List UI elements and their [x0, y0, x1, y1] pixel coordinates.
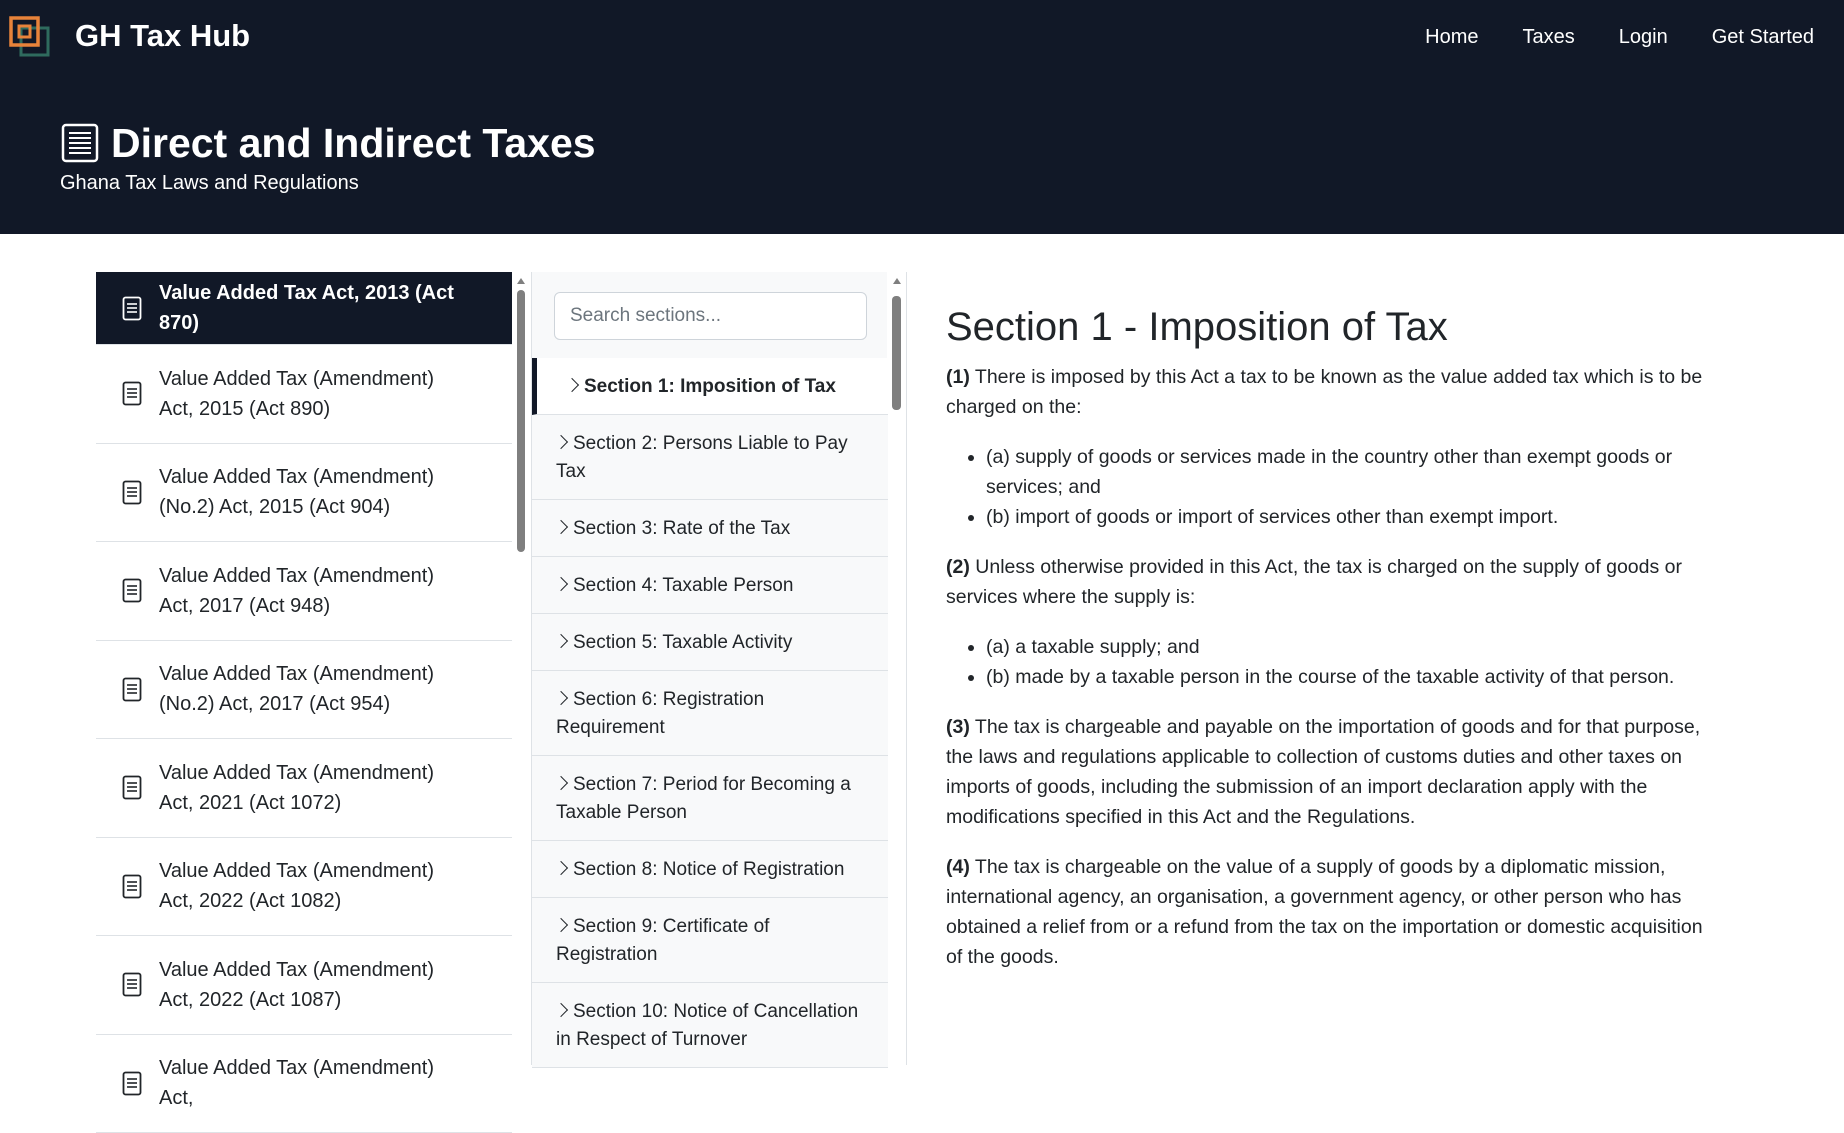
- nav-links: [1425, 26, 1814, 49]
- section-list-item[interactable]: [532, 983, 888, 1068]
- section-list-item[interactable]: [532, 898, 888, 983]
- chevron-right-icon: [554, 577, 568, 591]
- nav-get-started-link[interactable]: Get Started: [1712, 26, 1814, 49]
- section-list-item[interactable]: [532, 756, 888, 841]
- search-sections-input[interactable]: [554, 292, 867, 340]
- page-subtitle: Ghana Tax Laws and Regulations: [60, 172, 359, 195]
- section-list-item[interactable]: [532, 671, 888, 756]
- paragraph-text: The tax is chargeable on the value of a supply of goods by a diplomatic mission, international agency, an organisation, a government agency, or other person who has obtained a relief from or a refund from the tax on the importation or domestic acquisition of the goods.: [946, 856, 1703, 968]
- chevron-right-icon: [554, 776, 568, 790]
- act-list-item[interactable]: [96, 1035, 512, 1133]
- paragraph-2: [946, 552, 1716, 612]
- paragraph-number: (4): [946, 856, 970, 878]
- chevron-right-icon: [554, 918, 568, 932]
- section-label: Section 2: Persons Liable to Pay Tax: [556, 433, 848, 482]
- brand-name[interactable]: GH Tax Hub: [75, 18, 250, 54]
- paragraph-2-list: [986, 632, 1716, 692]
- act-label: Value Added Tax (Amendment) (No.2) Act, 2015 (Act 904): [159, 462, 472, 522]
- act-list-item[interactable]: [96, 345, 512, 444]
- section-label: Section 6: Registration Requirement: [556, 689, 764, 738]
- page-title: Direct and Indirect Taxes: [111, 120, 596, 167]
- paragraph-text: There is imposed by this Act a tax to be known as the value added tax which is to be charged on the:: [946, 366, 1702, 418]
- paragraph-number: (3): [946, 716, 970, 738]
- chevron-right-icon: [554, 1003, 568, 1017]
- document-icon: [122, 480, 142, 505]
- sections-scrollbar[interactable]: [889, 272, 905, 1065]
- paragraph-text: The tax is chargeable and payable on the importation of goods and for that purpose, the laws and regulations applicable to collection of customs duties and other taxes on imports of goods, including the submission of an import declaration apply with the modifications specified in this Act and the Regulations.: [946, 716, 1700, 828]
- section-content: [946, 305, 1716, 992]
- document-icon: [122, 578, 142, 603]
- document-icon: [122, 296, 142, 321]
- navbar: [0, 0, 1844, 78]
- document-icon: [122, 1071, 142, 1096]
- act-label: Value Added Tax (Amendment) Act, 2022 (Act 1082): [159, 856, 472, 916]
- nav-home-link[interactable]: Home: [1425, 26, 1478, 49]
- nav-taxes-link[interactable]: Taxes: [1523, 26, 1575, 49]
- scrollbar-thumb[interactable]: [517, 290, 525, 552]
- section-list-item[interactable]: [532, 415, 888, 500]
- act-list-item[interactable]: [96, 739, 512, 838]
- section-label: Section 4: Taxable Person: [573, 575, 793, 596]
- act-list-item[interactable]: [96, 838, 512, 937]
- chevron-right-icon: [554, 861, 568, 875]
- list-item: • (a) a taxable supply; and: [986, 632, 1716, 662]
- section-list-item[interactable]: [532, 614, 888, 671]
- paragraph-text: Unless otherwise provided in this Act, the tax is charged on the supply of goods or services where the supply is:: [946, 556, 1682, 608]
- sections-list: [532, 358, 888, 1068]
- scroll-up-arrow-icon[interactable]: [893, 278, 901, 284]
- chevron-right-icon: [554, 691, 568, 705]
- document-list-icon: [61, 123, 99, 163]
- section-label: Section 7: Period for Becoming a Taxable Person: [556, 774, 851, 823]
- act-label: Value Added Tax (Amendment) Act,: [159, 1053, 472, 1113]
- section-list-item[interactable]: [532, 557, 888, 614]
- paragraph-3: [946, 712, 1716, 832]
- section-title: Section 1 - Imposition of Tax: [946, 305, 1716, 350]
- chevron-right-icon: [565, 378, 579, 392]
- chevron-right-icon: [554, 634, 568, 648]
- document-icon: [122, 972, 142, 997]
- act-list-item[interactable]: [96, 272, 512, 345]
- divider: [906, 272, 907, 1065]
- chevron-right-icon: [554, 520, 568, 534]
- chevron-right-icon: [554, 435, 568, 449]
- section-label: Section 10: Notice of Cancellation in Respect of Turnover: [556, 1001, 858, 1050]
- paragraph-1-list: [986, 442, 1716, 532]
- section-label: Section 1: Imposition of Tax: [584, 376, 836, 397]
- paragraph-1: [946, 362, 1716, 422]
- brand-logo-icon[interactable]: [10, 17, 50, 57]
- act-label: Value Added Tax (Amendment) Act, 2017 (Act 948): [159, 561, 472, 621]
- section-label: Section 3: Rate of the Tax: [573, 518, 790, 539]
- acts-list: [96, 272, 512, 1065]
- section-list-item[interactable]: [532, 500, 888, 557]
- hero-banner: [0, 78, 1844, 234]
- section-list-item[interactable]: [532, 358, 888, 415]
- paragraph-4: [946, 852, 1716, 972]
- act-list-item[interactable]: [96, 542, 512, 641]
- section-label: Section 9: Certificate of Registration: [556, 916, 769, 965]
- paragraph-number: (1): [946, 366, 970, 388]
- list-item: • (b) made by a taxable person in the course of the taxable activity of that person.: [986, 662, 1716, 692]
- section-label: Section 8: Notice of Registration: [573, 859, 844, 880]
- section-list-item[interactable]: [532, 841, 888, 898]
- document-icon: [122, 874, 142, 899]
- act-label: Value Added Tax (Amendment) Act, 2021 (Act 1072): [159, 758, 472, 818]
- document-icon: [122, 775, 142, 800]
- sections-panel: [531, 272, 887, 1065]
- acts-scrollbar[interactable]: [513, 272, 529, 1065]
- act-list-item[interactable]: [96, 641, 512, 740]
- list-item: • (a) supply of goods or services made in the country other than exempt goods or services; and: [986, 442, 1716, 502]
- paragraph-number: (2): [946, 556, 970, 578]
- scroll-up-arrow-icon[interactable]: [517, 278, 525, 284]
- section-label: Section 5: Taxable Activity: [573, 632, 792, 653]
- act-label: Value Added Tax (Amendment) (No.2) Act, 2017 (Act 954): [159, 659, 472, 719]
- document-icon: [122, 381, 142, 406]
- act-label: Value Added Tax Act, 2013 (Act 870): [159, 278, 472, 338]
- list-item: • (b) import of goods or import of services other than exempt import.: [986, 502, 1716, 532]
- act-label: Value Added Tax (Amendment) Act, 2015 (Act 890): [159, 364, 472, 424]
- act-list-item[interactable]: [96, 936, 512, 1035]
- act-label: Value Added Tax (Amendment) Act, 2022 (Act 1087): [159, 955, 472, 1015]
- act-list-item[interactable]: [96, 444, 512, 543]
- scrollbar-thumb[interactable]: [892, 296, 901, 410]
- nav-login-link[interactable]: Login: [1619, 26, 1668, 49]
- document-icon: [122, 677, 142, 702]
